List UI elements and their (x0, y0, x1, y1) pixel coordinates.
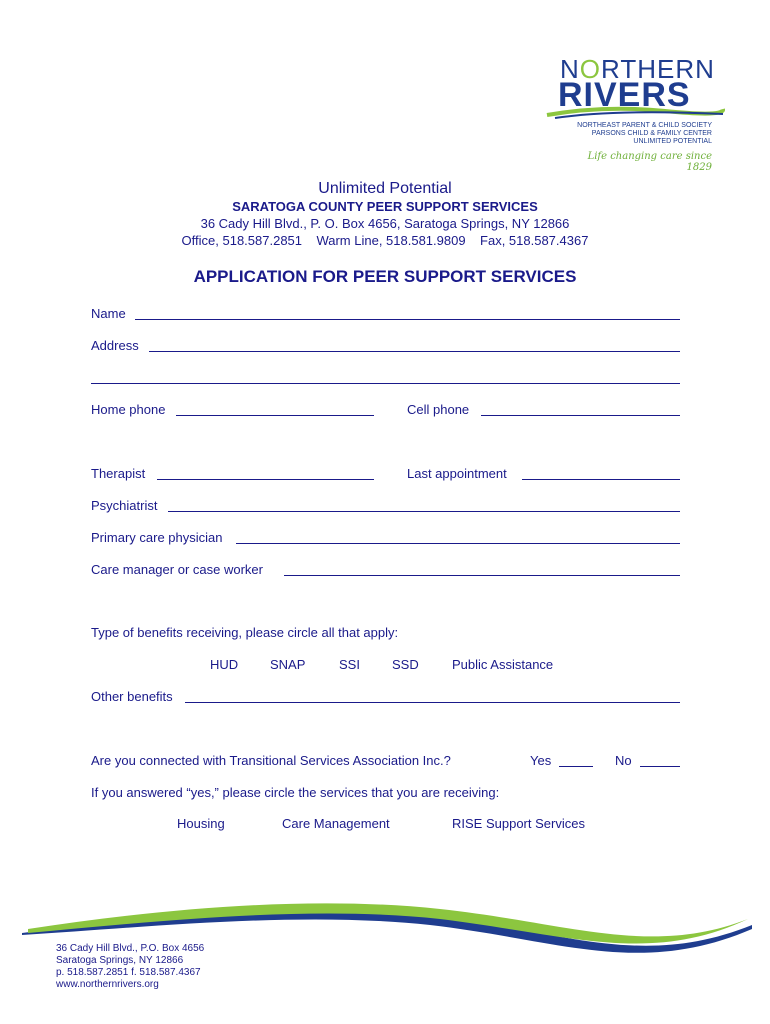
logo-affiliate-2: PARSONS CHILD & FAMILY CENTER (591, 130, 712, 137)
tsa-question: Are you connected with Transitional Services Association Inc.? (91, 753, 451, 768)
footer-address-block (56, 943, 204, 991)
logo-affiliate-1: NORTHEAST PARENT & CHILD SOCIETY (577, 122, 712, 129)
address-field-line2[interactable] (91, 369, 680, 384)
home-phone-label: Home phone (91, 402, 166, 417)
service-option-care-management[interactable]: Care Management (282, 816, 390, 831)
last-appointment-label: Last appointment (407, 466, 507, 481)
footer-phone: p. 518.587.2851 f. 518.587.4367 (56, 967, 201, 978)
logo-affiliates (560, 122, 712, 146)
logo-tagline: Life changing care since 1829 (587, 151, 712, 173)
form-title: APPLICATION FOR PEER SUPPORT SERVICES (193, 267, 577, 286)
benefit-option-public-assistance[interactable]: Public Assistance (452, 657, 554, 672)
other-benefits-label: Other benefits (91, 689, 173, 704)
home-phone-field[interactable] (176, 401, 374, 416)
other-benefits-field[interactable] (185, 688, 680, 703)
cell-phone-label: Cell phone (407, 402, 470, 417)
tsa-yes-field[interactable] (559, 752, 593, 767)
org-contact: Office, 518.587.2851 Warm Line, 518.581.9809 Fax, 518.587.4367 (181, 233, 589, 248)
address-label: Address (91, 338, 139, 353)
therapist-label: Therapist (91, 466, 146, 481)
benefit-option-snap[interactable]: SNAP (270, 657, 306, 672)
psychiatrist-label: Psychiatrist (91, 498, 158, 513)
care-manager-field[interactable] (284, 561, 680, 576)
logo-affiliate-3: UNLIMITED POTENTIAL (633, 138, 712, 145)
tsa-followup: If you answered “yes,” please circle the services that you are receiving: (91, 785, 500, 800)
footer-city: Saratoga Springs, NY 12866 (56, 955, 184, 966)
primary-care-field[interactable] (236, 529, 680, 544)
tsa-no-field[interactable] (640, 752, 680, 767)
logo-letter-o: O (579, 54, 602, 84)
benefit-option-hud[interactable]: HUD (210, 657, 239, 672)
benefit-option-ssi[interactable]: SSI (339, 657, 360, 672)
name-label: Name (91, 306, 126, 321)
footer-website: www.northernrivers.org (56, 979, 159, 990)
benefits-prompt: Type of benefits receiving, please circle all that apply: (91, 625, 399, 640)
service-option-rise[interactable]: RISE Support Services (452, 816, 585, 831)
org-name: Unlimited Potential (318, 180, 452, 197)
care-manager-label: Care manager or case worker (91, 562, 263, 577)
address-field[interactable] (149, 337, 680, 352)
therapist-field[interactable] (157, 465, 374, 480)
logo-letter-n: N (560, 54, 580, 84)
psychiatrist-field[interactable] (168, 497, 680, 512)
logo-swoosh-icon (545, 105, 725, 119)
name-field[interactable] (135, 305, 680, 320)
cell-phone-field[interactable] (481, 401, 680, 416)
primary-care-label: Primary care physician (91, 530, 223, 545)
service-option-housing[interactable]: Housing (177, 816, 225, 831)
tsa-yes-label: Yes (530, 753, 552, 768)
footer-address: 36 Cady Hill Blvd., P.O. Box 4656 (56, 943, 205, 954)
benefit-option-ssd[interactable]: SSD (392, 657, 419, 672)
tsa-no-label: No (615, 753, 632, 768)
dept-name: SARATOGA COUNTY PEER SUPPORT SERVICES (232, 199, 538, 214)
logo-letters-rthern: RTHERN (601, 54, 715, 84)
logo-rivers: RIVERS (558, 76, 691, 114)
last-appointment-field[interactable] (522, 465, 680, 480)
org-address: 36 Cady Hill Blvd., P. O. Box 4656, Saratoga Springs, NY 12866 (200, 216, 570, 231)
